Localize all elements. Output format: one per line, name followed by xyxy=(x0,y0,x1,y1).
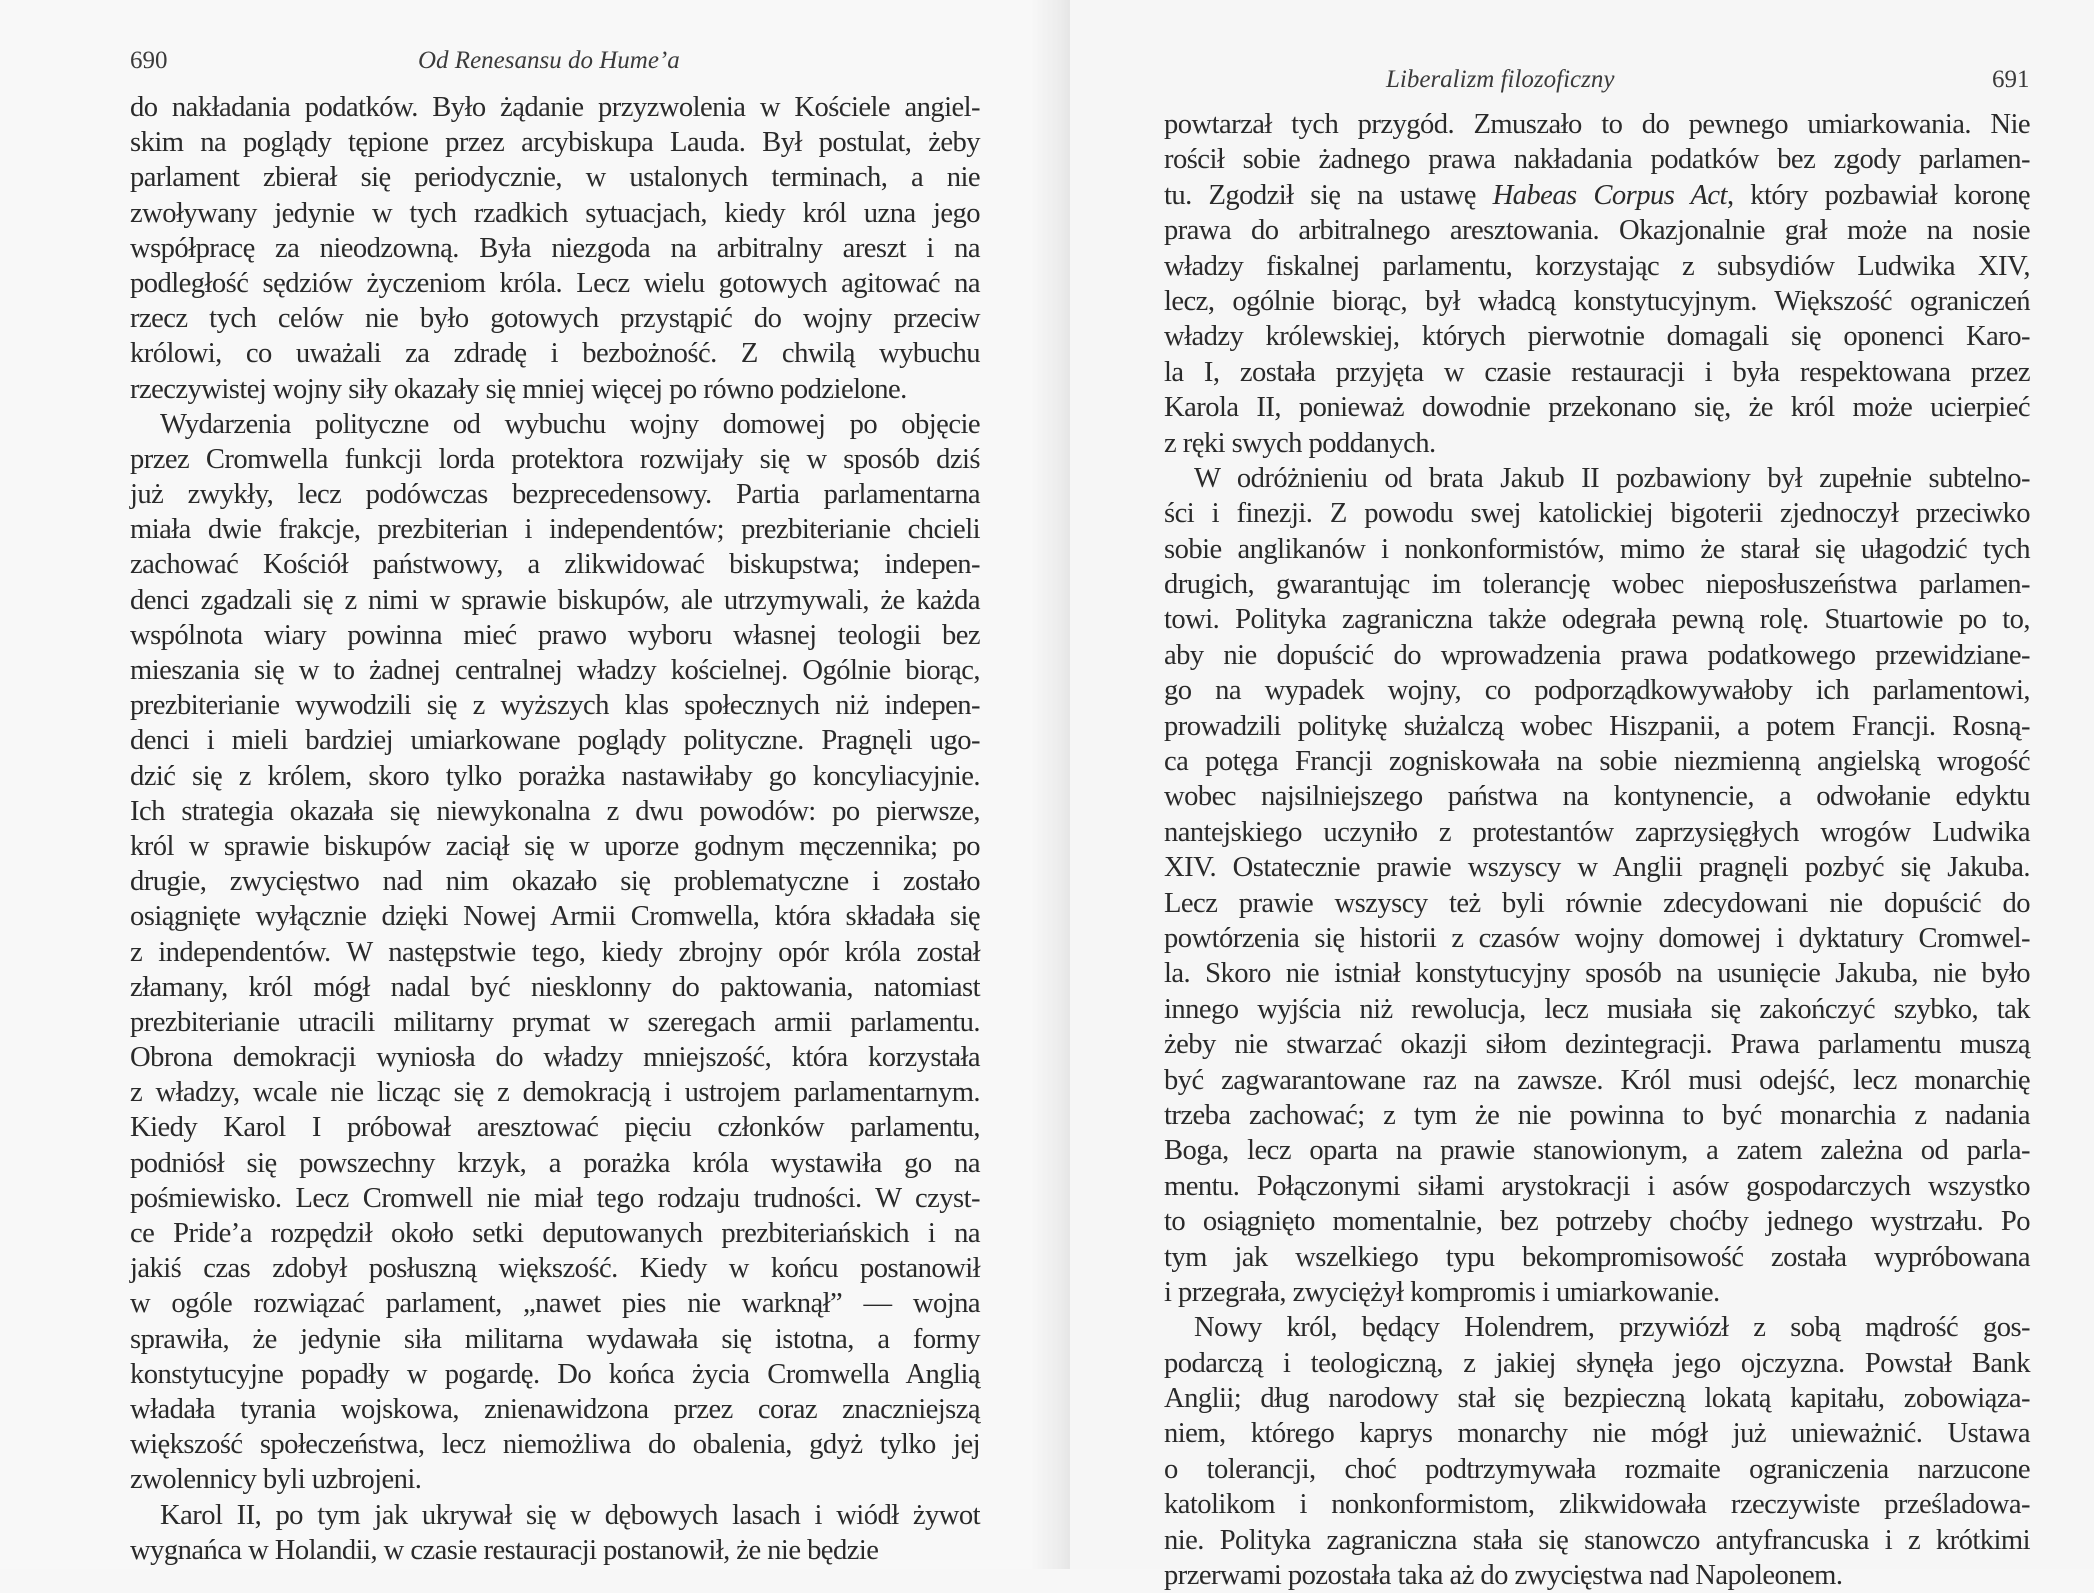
text-line xyxy=(1164,178,2030,213)
text-line: przerwami pozostała taka aż do zwycięstwa nad Napoleonem. xyxy=(1164,1560,1843,1592)
text-line: XIV. Ostatecznie prawie wszyscy w Anglii pragnęli pozbyć się Jakuba. xyxy=(1164,852,2030,884)
text-line: ca potęga Francji zogniskowała na sobie niezmienną angielską wrogość xyxy=(1164,746,2030,778)
text-line: pośmiewisko. Lecz Cromwell nie miał tego rodzaju trudności. W czyst- xyxy=(130,1182,980,1214)
text-line: la I, została przyjęta w czasie restauracji i była respektowana przez xyxy=(1164,356,2030,388)
text-line: towi. Polityka zagraniczna także odegrała pewną rolę. Stuartowie po to, xyxy=(1164,604,2030,636)
text-segment: , który pozbawiał koronę xyxy=(1726,179,2031,211)
text-line: powtórzenia się historii z czasów wojny domowej i dyktatury Cromwel- xyxy=(1164,922,2030,954)
text-line: powtarzał tych przygód. Zmuszało to do pewnego umiarkowania. Nie xyxy=(1164,109,2030,140)
text-line: skim na poglądy tępione przez arcybiskupa Lauda. Był postulat, żeby xyxy=(130,127,980,159)
text-line: dzić się z królem, skoro tylko porażka nastawiłaby go koncyliacyjnie. xyxy=(130,760,980,792)
text-line: o tolerancji, choć podtrzymywała rozmaite ograniczenia narzucone xyxy=(1164,1453,2030,1485)
text-line: sprawiła, że jedynie siła militarna wydawała się istotna, a formy xyxy=(130,1323,980,1355)
text-line: żeby nie stwarzać okazji siłom dezintegracji. Prawa parlamentu muszą xyxy=(1164,1029,2030,1061)
text-line: królowi, co uważali za zdradę i bezbożność. Z chwilą wybuchu xyxy=(130,338,980,370)
text-line: król w sprawie biskupów zaciął się w uporze godnym męczennika; po xyxy=(130,830,980,862)
body-text xyxy=(1164,107,2030,1593)
text-line: innego wyjścia niż rewolucja, lecz musiała się zakończyć szybko, tak xyxy=(1164,993,2030,1025)
text-line: aby nie dopuścić do wprowadzenia prawa podatkowego przewidziane- xyxy=(1164,639,2030,671)
text-line: z independentów. W następstwie tego, kiedy zbrojny opór króla został xyxy=(130,936,980,968)
text-line: mentu. Połączonymi siłami arystokracji i asów gospodarczych wszystko xyxy=(1164,1170,2030,1202)
text-line: współpracę za nieodzowną. Była niezgoda na arbitralny areszt i na xyxy=(130,232,980,264)
text-line: podniósł się powszechny krzyk, a porażka króla wystawiła go na xyxy=(130,1147,980,1179)
text-line: go na wypadek wojny, co podporządkowywałoby ich parlamentowi, xyxy=(1164,675,2030,707)
text-line: la. Skoro nie istniał konstytucyjny sposób na usunięcie Jakuba, nie było xyxy=(1164,958,2030,990)
text-line: lecz, ogólnie biorąc, był władcą konstytucyjnym. Większość ograniczeń xyxy=(1164,285,2030,317)
text-line: przez Cromwella funkcji lorda protektora rozwijały się w sposób dziś xyxy=(130,443,980,475)
text-line: to osiągnięto momentalnie, bez potrzeby choćby jednego wystrzału. Po xyxy=(1164,1206,2030,1238)
text-line: rzeczywistej wojny siły okazały się mniej więcej po równo podzielone. xyxy=(130,373,907,405)
text-line: podarczą i teologiczną, z jakiej słynęła jego ojczyzna. Powstał Bank xyxy=(1164,1347,2030,1379)
text-line: prawa do arbitralnego aresztowania. Okazjonalnie grał może na nosie xyxy=(1164,215,2030,247)
text-line: drugie, zwycięstwo nad nim okazało się problematyczne i zostało xyxy=(130,866,980,898)
text-line: trzeba zachować; z tym że nie powinna to być monarchia z nadania xyxy=(1164,1099,2030,1131)
text-line: władzy królewskiej, których pierwotnie domagali się oponenci Karo- xyxy=(1164,321,2030,353)
text-line: rzecz tych celów nie było gotowych przystąpić do wojny przeciw xyxy=(130,303,980,335)
text-line: osiągnięte wyłącznie dzięki Nowej Armii Cromwella, która składała się xyxy=(130,901,980,933)
text-line: rościł sobie żadnego prawa nakładania podatków bez zgody parlamen- xyxy=(1164,144,2030,176)
text-line: drugich, gwarantując im tolerancję wobec nieposłuszeństwa parlamen- xyxy=(1164,569,2030,601)
text-line: i przegrała, zwyciężył kompromis i umiarkowanie. xyxy=(1164,1276,1720,1308)
text-line: Lecz prawie wszyscy też byli równie zdecydowani nie dopuścić do xyxy=(1164,887,2030,919)
page-number: 690 xyxy=(130,47,168,74)
text-segment: tu. Zgodził się na ustawę xyxy=(1164,179,1493,211)
text-line: złamany, król mógł nadal być niesklonny do paktowania, natomiast xyxy=(130,971,980,1003)
text-line: denci i mieli bardziej umiarkowane poglądy polityczne. Pragnęli ugo- xyxy=(130,725,980,757)
text-line: prezbiterianie utracili militarny prymat w szeregach armii parlamentu. xyxy=(130,1006,980,1038)
text-line: Kiedy Karol I próbował aresztować pięciu członków parlamentu, xyxy=(130,1112,980,1144)
text-line: jakiś czas zdobył posłuszną większość. Kiedy w końcu postanowił xyxy=(130,1253,980,1285)
text-line: Karola II, ponieważ dowodnie przekonano się, że król może ucierpieć xyxy=(1164,392,2030,424)
text-line: zwolennicy byli uzbrojeni. xyxy=(130,1464,422,1496)
text-line: wygnańca w Holandii, w czasie restauracji postanowił, że nie będzie xyxy=(130,1534,879,1566)
text-line: W odróżnieniu od brata Jakub II pozbawiony był zupełnie subtelno- xyxy=(1194,462,2030,494)
text-line: Obrona demokracji wyniosła do władzy mniejszość, która korzystała xyxy=(130,1042,980,1074)
text-line: już zwykły, lecz podówczas bezprecedensowy. Partia parlamentarna xyxy=(130,479,980,511)
text-line: Karol II, po tym jak ukrywał się w dębowych lasach i wiódł żywot xyxy=(160,1499,980,1531)
text-line: miała dwie frakcje, prezbiterian i independentów; prezbiterianie chcieli xyxy=(130,514,980,546)
text-line: niem, którego kaprys monarchy nie mógł już unieważnić. Ustawa xyxy=(1164,1418,2030,1450)
text-line: nie. Polityka zagraniczna stała się stanowczo antyfrancuska i z krótkimi xyxy=(1164,1524,2030,1556)
italic-title: Habeas Corpus Act xyxy=(1492,179,1727,211)
text-line: katolikom i nonkonformistom, zlikwidowała rzeczywiste prześladowa- xyxy=(1164,1489,2030,1521)
text-line: ce Pride’a rozpędził około setki deputowanych prezbiteriańskich i na xyxy=(130,1218,980,1249)
text-line: Nowy król, będący Holendrem, przywiózł z sobą mądrość gos- xyxy=(1194,1312,2030,1344)
text-line: nantejskiego uczyniło z protestantów zaprzysięgłych wrogów Ludwika xyxy=(1164,816,2030,848)
text-line: ści i finezji. Z powodu swej katolickiej bigoterii zjednoczył przeciwko xyxy=(1164,498,2030,530)
text-line: Anglii; dług narodowy stał się bezpieczną lokatą kapitału, zobowiąza- xyxy=(1164,1383,2030,1415)
text-line: prowadzili politykę służalczą wobec Hiszpanii, a potem Francji. Rosną- xyxy=(1164,710,2030,742)
running-title: Liberalizm filozoficzny xyxy=(1386,66,1615,93)
text-line: Boga, lecz oparta na prawie stanowionym, a zatem zależna od parla- xyxy=(1164,1135,2030,1167)
text-line: zwoływany jedynie w tych rzadkich sytuacjach, kiedy król uzna jego xyxy=(130,197,980,229)
text-line: z ręki swych poddanych. xyxy=(1164,427,1436,459)
text-line: z władzy, wcale nie licząc się z demokracją i ustrojem parlamentarnym. xyxy=(130,1077,980,1109)
text-line: tym jak wszelkiego typu bekompromisowość została wypróbowana xyxy=(1164,1241,2030,1273)
text-line: do nakładania podatków. Było żądanie przyzwolenia w Kościele angiel- xyxy=(130,92,980,123)
text-line: mieszania się w to żadnej centralnej władzy kościelnej. Ogólnie biorąc, xyxy=(130,655,980,686)
running-title: Od Renesansu do Hume’a xyxy=(418,47,680,74)
text-line: w ogóle rozwiązać parlament, „nawet pies nie warknął” — wojna xyxy=(130,1288,980,1320)
text-line: władzy fiskalnej parlamentu, korzystając z subsydiów Ludwika XIV, xyxy=(1164,250,2030,282)
body-text xyxy=(130,90,980,1568)
page-number: 691 xyxy=(1992,66,2030,93)
text-line: zachować Kościół państwowy, a zlikwidować biskupstwa; indepen- xyxy=(130,549,980,581)
text-line: Wydarzenia polityczne od wybuchu wojny domowej po objęcie xyxy=(160,408,980,440)
text-line: konstytucyjne popadły w pogardę. Do końca życia Cromwella Anglią xyxy=(130,1358,980,1390)
text-line: większość społeczeństwa, lecz niemożliwa do obalenia, gdyż tylko jej xyxy=(130,1429,980,1461)
text-line: Ich strategia okazała się niewykonalna z dwu powodów: po pierwsze, xyxy=(130,795,980,827)
text-line: być zagwarantowane raz na zawsze. Król musi odejść, lecz monarchię xyxy=(1164,1064,2030,1096)
text-line: denci zgadzali się z nimi w sprawie biskupów, ale utrzymywali, że każda xyxy=(130,584,980,616)
text-line: prezbiterianie wywodzili się z wyższych klas społecznych niż indepen- xyxy=(130,690,980,722)
text-line: władała tyrania wojskowa, znienawidzona przez coraz znaczniejszą xyxy=(130,1393,980,1425)
right-page xyxy=(1070,0,2094,1592)
text-line: parlament zbierał się periodycznie, w ustalonych terminach, a nie xyxy=(130,162,980,194)
text-line: wspólnota wiary powinna mieć prawo wyboru własnej teologii bez xyxy=(130,619,980,651)
text-line: podległość sędziów życzeniom króla. Lecz wielu gotowych agitować na xyxy=(130,267,980,299)
text-line: wobec najsilniejszego państwa na kontynencie, a odwołanie edyktu xyxy=(1164,781,2030,813)
text-line: sobie anglikanów i nonkonformistów, mimo że starał się ułagodzić tych xyxy=(1164,533,2030,565)
